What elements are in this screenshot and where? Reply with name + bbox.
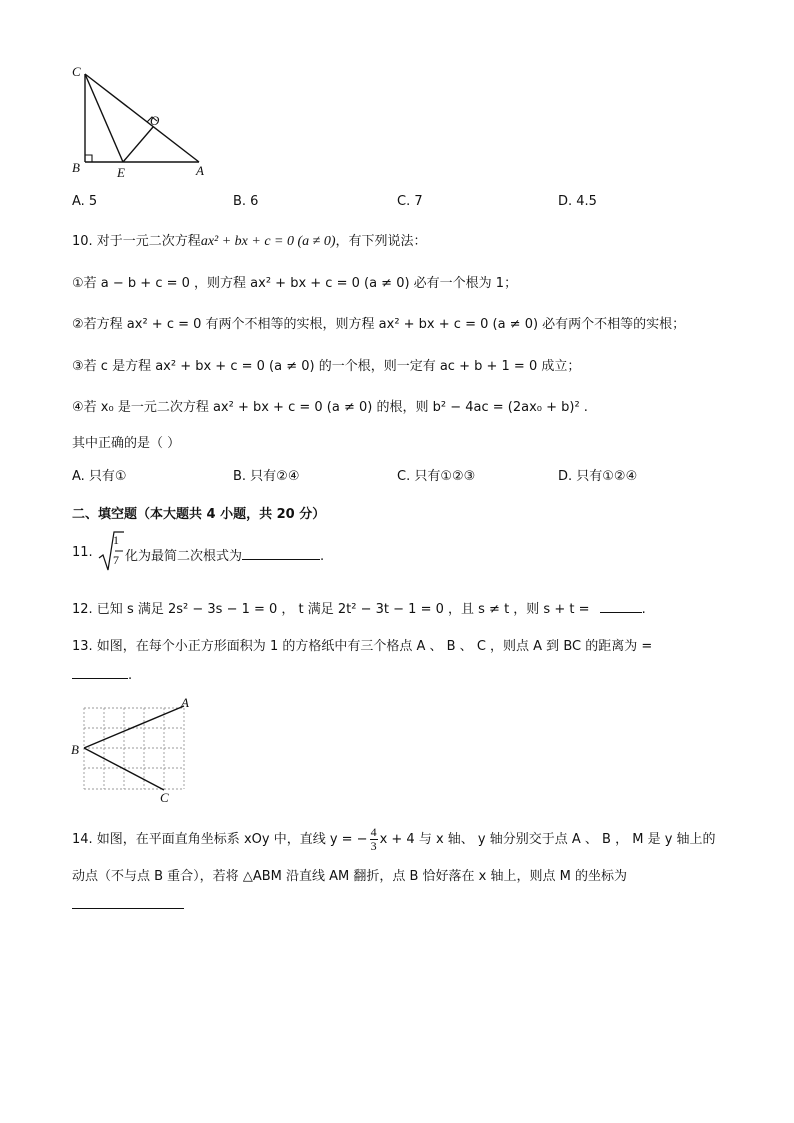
q12-answer-blank[interactable] bbox=[600, 600, 642, 613]
q10-statement-2: ②若方程 ax² + c = 0 有两个不相等的实根，则方程 ax² + bx + c = 0 (a ≠ 0) 必有两个不相等的实根； bbox=[72, 317, 686, 332]
grid-figure bbox=[70, 694, 200, 806]
q14-fraction-numerator: 4 bbox=[370, 825, 377, 839]
q14-fraction bbox=[370, 826, 378, 853]
label-E: E bbox=[117, 165, 125, 180]
q14-fraction-denominator: 3 bbox=[370, 839, 377, 853]
q12-text-end: . bbox=[641, 602, 646, 617]
q10-stem-suffix: ，有下列说法： bbox=[335, 234, 427, 249]
q10-statement-3: ③若 c 是方程 ax² + bx + c = 0 (a ≠ 0) 的一个根，则一定有 ac + b + 1 = 0 成立； bbox=[72, 359, 581, 374]
grid-label-A: A bbox=[181, 695, 189, 710]
q10-statement-1: ①若 a − b + c = 0 ，则方程 ax² + bx + c = 0 (a ≠ 0) 必有一个根为 1； bbox=[72, 276, 518, 291]
q14-line-2: 动点（不与点 B 重合），若将 △ABM 沿直线 AM 翻折，点 B 恰好落在 x 轴上，则点 M 的坐标为 bbox=[72, 869, 627, 884]
q13-answer-line bbox=[72, 666, 132, 683]
q9-option-c: C. 7 bbox=[397, 194, 423, 209]
label-O: O bbox=[150, 113, 160, 128]
q10-statement-4: ④若 x₀ 是一元二次方程 ax² + bx + c = 0 (a ≠ 0) 的根，则 b² − 4ac = (2ax₀ + b)² . bbox=[72, 400, 588, 415]
q12-text bbox=[72, 598, 646, 617]
grid-label-C: C bbox=[160, 790, 169, 805]
q11-answer-blank[interactable] bbox=[242, 547, 320, 560]
q10-option-d: D. 只有①②④ bbox=[558, 469, 638, 484]
q10-stem-prefix: 10. 对于一元二次方程 bbox=[72, 234, 201, 249]
q9-option-a: A. 5 bbox=[72, 194, 98, 209]
label-A: A bbox=[196, 163, 204, 178]
grid-label-B: B bbox=[71, 742, 79, 757]
label-B: B bbox=[72, 160, 80, 175]
q10-option-c: C. 只有①②③ bbox=[397, 469, 476, 484]
q9-option-d: D. 4.5 bbox=[558, 194, 597, 209]
q11-text-body: 化为最简二次根式为 bbox=[125, 549, 243, 564]
q10-question: 其中正确的是（ ） bbox=[72, 436, 181, 451]
q14-line-1-a: 14. 如图，在平面直角坐标系 xOy 中，直线 y = − bbox=[72, 832, 368, 847]
q12-text-body: 12. 已知 s 满足 2s² − 3s − 1 = 0 ， t 满足 2t² − 3t − 1 = 0 ，且 s ≠ t ，则 s + t = bbox=[72, 602, 594, 617]
q10-stem-math: ax² + bx + c = 0 (a ≠ 0) bbox=[200, 234, 336, 249]
q11-text bbox=[125, 545, 324, 564]
q14-answer-blank[interactable] bbox=[72, 908, 184, 909]
q14-line-1-b: x + 4 与 x 轴、 y 轴分别交于点 A 、 B ， M 是 y 轴上的 bbox=[379, 832, 716, 847]
q10-option-b: B. 只有②④ bbox=[233, 469, 300, 484]
triangle-figure bbox=[66, 62, 216, 182]
q11-sqrt-symbol bbox=[97, 530, 125, 574]
q9-option-b: B. 6 bbox=[233, 194, 259, 209]
q10-stem bbox=[72, 230, 427, 250]
label-C: C bbox=[72, 64, 81, 79]
q13-text: 13. 如图，在每个小正方形面积为 1 的方格纸中有三个格点 A 、 B 、 C ，则点 A 到 BC 的距离为 = bbox=[72, 639, 653, 654]
q11-fraction-denominator: 7 bbox=[113, 553, 119, 567]
q10-option-a: A. 只有① bbox=[72, 469, 127, 484]
section-2-title: 二、填空题（本大题共 4 小题，共 20 分） bbox=[72, 507, 326, 522]
q11-text-end: . bbox=[320, 549, 325, 564]
q11-number: 11. bbox=[72, 545, 93, 560]
q14-line-1 bbox=[72, 826, 716, 853]
q11-fraction-numerator: 1 bbox=[113, 533, 119, 547]
q13-answer-blank[interactable] bbox=[72, 666, 128, 679]
q13-text-end: . bbox=[128, 668, 133, 683]
